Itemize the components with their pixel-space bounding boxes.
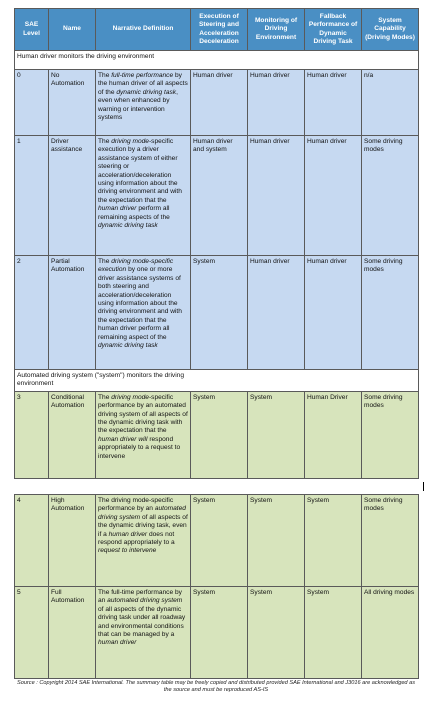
table-row: [15, 391, 419, 478]
cell-name: No Automation: [49, 70, 96, 136]
narrative-segment: The driving mode-specific performance by an: [98, 497, 174, 513]
cell-capability: Some driving modes: [362, 256, 419, 370]
narrative-segment: dynamic driving task: [116, 88, 177, 96]
cell-capability: Some driving modes: [362, 495, 419, 587]
cell-fallback: System: [305, 495, 362, 587]
cell-name: Full Automation: [49, 587, 96, 679]
narrative-segment: automated driving system: [107, 597, 183, 605]
cell-level: 5: [15, 587, 49, 679]
narrative-segment: The: [98, 258, 112, 265]
source-caption: Source : Copyright 2014 SAE International. The summary table may be freely copied and distributed provided SAE International and J3016 are acknowledged as the source and must be reproduced AS-IS: [16, 680, 415, 694]
cell-fallback: Human driver: [305, 70, 362, 136]
cell-monitoring: Human driver: [248, 136, 305, 256]
text-cursor-mark: [423, 482, 424, 491]
sae-levels-table-continued: [14, 494, 419, 679]
header-monitoring: Monitoring of Driving Environment: [248, 9, 305, 51]
cell-execution: Human driver: [191, 70, 248, 136]
cell-narrative: [96, 70, 191, 136]
cell-execution: System: [191, 587, 248, 679]
narrative-segment: The: [98, 72, 112, 79]
cell-fallback: Human driver: [305, 136, 362, 256]
section-row-automated: [15, 370, 419, 392]
cell-narrative: [96, 391, 191, 478]
cell-monitoring: System: [248, 587, 305, 679]
narrative-segment: dynamic driving task: [98, 342, 158, 350]
narrative-segment: of all aspects of the dynamic driving task, even if a: [98, 513, 188, 538]
cell-monitoring: Human driver: [248, 256, 305, 370]
narrative-segment: , even when enhanced by warning or intervention systems: [98, 88, 178, 122]
section-label-human: Human driver monitors the driving environment: [15, 51, 419, 70]
narrative-segment: -specific performance by an automated driving system of all aspects of the dynamic driving task with the expectation that the: [98, 393, 188, 435]
section-row-human: [15, 51, 419, 70]
narrative-segment: of all aspects of the dynamic driving task under all roadway and environmental conditions that can be managed by a: [98, 605, 186, 639]
cell-level: 1: [15, 136, 49, 256]
cell-narrative: [96, 136, 191, 256]
table-row: [15, 587, 419, 679]
cell-name: Partial Automation: [49, 256, 96, 370]
cell-level: 0: [15, 70, 49, 136]
cell-capability: All driving modes: [362, 587, 419, 679]
cell-level: 2: [15, 256, 49, 370]
cell-capability: Some driving modes: [362, 391, 419, 478]
cell-fallback: Human Driver: [305, 391, 362, 478]
header-level: SAE Level: [15, 9, 49, 51]
narrative-segment: The: [98, 138, 112, 145]
table-row: [15, 70, 419, 136]
narrative-segment: driving mode: [111, 138, 149, 145]
cell-level: 3: [15, 391, 49, 478]
narrative-segment: request to intervene: [98, 547, 157, 555]
cell-narrative: [96, 587, 191, 679]
narrative-segment: dynamic driving task: [98, 222, 158, 230]
cell-fallback: System: [305, 587, 362, 679]
header-fallback: Fallback Performance of Dynamic Driving Task: [305, 9, 362, 51]
header-capability: System Capability (Driving Modes): [362, 9, 419, 51]
table-row: [15, 495, 419, 587]
cell-monitoring: System: [248, 391, 305, 478]
cell-monitoring: System: [248, 495, 305, 587]
cell-capability: Some driving modes: [362, 136, 419, 256]
cell-capability: n/a: [362, 70, 419, 136]
narrative-segment: automated driving system: [98, 505, 186, 521]
cell-fallback: Human driver: [305, 256, 362, 370]
narrative-segment: human driver: [98, 639, 137, 647]
cell-execution: System: [191, 256, 248, 370]
sae-levels-table: [14, 8, 419, 479]
cell-narrative: [96, 495, 191, 587]
cell-execution: Human driver and system: [191, 136, 248, 256]
narrative-segment: human driver: [108, 530, 148, 538]
cell-execution: System: [191, 391, 248, 478]
cell-name: Driver assistance: [49, 136, 96, 256]
cell-narrative: [96, 256, 191, 370]
narrative-segment: driving mode-specific execution: [98, 258, 174, 274]
cell-level: 4: [15, 495, 49, 587]
narrative-segment: human driver: [98, 205, 137, 213]
narrative-segment: does not respond appropriately to a: [98, 530, 175, 547]
narrative-segment: The full-time performance by an: [98, 589, 182, 605]
cell-name: Conditional Automation: [49, 391, 96, 478]
narrative-segment: The: [98, 393, 112, 401]
narrative-segment: by the human driver of all aspects of the: [98, 72, 188, 96]
table-header-row: [15, 9, 419, 51]
narrative-segment: driving mode: [111, 393, 149, 401]
cell-name: High Automation: [49, 495, 96, 587]
header-name: Name: [49, 9, 96, 51]
header-execution: Execution of Steering and Acceleration Deceleration: [191, 9, 248, 51]
header-narrative: Narrative Definition: [96, 9, 191, 51]
narrative-segment: full-time performance: [111, 72, 174, 79]
narrative-segment: human driver will: [98, 435, 148, 443]
narrative-segment: -specific execution by a driver assistance system of either steering or acceleration/deceleration using information about the driving environment and with the expectation that the: [98, 138, 182, 204]
table-row: [15, 136, 419, 256]
narrative-segment: by one or more driver assistance systems of both steering and acceleration/deceleration using information about the driving environment and with the expectation that the human driver perform all remaining aspect of the: [98, 266, 182, 341]
section-label-automated: Automated driving system ("system") monitors the driving environment: [15, 370, 419, 392]
cell-execution: System: [191, 495, 248, 587]
narrative-segment: respond appropriately to a request to intervene: [98, 435, 181, 460]
cell-monitoring: Human driver: [248, 70, 305, 136]
table-row: [15, 256, 419, 370]
narrative-segment: perform all remaining aspects of the: [98, 205, 170, 221]
